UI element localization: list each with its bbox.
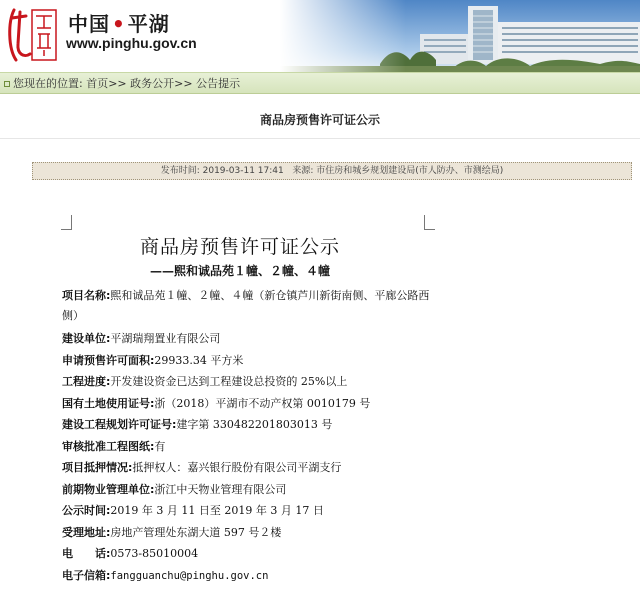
site-name-china: 中国 xyxy=(68,12,110,36)
site-name-separator: • xyxy=(112,12,126,36)
source-text: 市住房和城乡规划建设局(市人防办、市测绘局) xyxy=(316,166,504,176)
doc-corner-mark-left xyxy=(61,215,72,230)
field-mortgage: 项目抵押情况:抵押权人：嘉兴银行股份有限公司平湖支行 xyxy=(62,461,342,474)
field-email: 电子信箱:fangguanchu@pinghu.gov.cn xyxy=(62,568,269,582)
publish-time-label: 发布时间: xyxy=(160,166,200,176)
field-phone: 电 话:0573-85010004 xyxy=(62,547,199,560)
title-divider xyxy=(0,138,640,139)
breadcrumb-prefix: 您现在的位置: xyxy=(13,77,83,90)
site-name[interactable] xyxy=(68,8,170,37)
breadcrumb-separator: >> xyxy=(174,77,193,90)
field-developer: 建设单位:平湖瑞翔置业有限公司 xyxy=(62,332,221,345)
field-property-management: 前期物业管理单位:浙江中天物业管理有限公司 xyxy=(62,482,287,496)
breadcrumb-link-home[interactable]: 首页 xyxy=(86,77,109,90)
breadcrumb xyxy=(0,72,640,94)
page-title: 商品房预售许可证公示 xyxy=(259,113,380,127)
field-presale-area: 申请预售许可面积:29933.34 平方米 xyxy=(62,353,244,367)
site-name-pinghu: 平湖 xyxy=(127,12,170,36)
document-subtitle: ——熙和诚品苑１幢、２幢、４幢 xyxy=(149,264,330,278)
publish-time: 2019-03-11 17:41 xyxy=(202,166,284,176)
field-progress: 工程进度:开发建设资金已达到工程建设总投资的 25%以上 xyxy=(62,375,348,388)
doc-corner-mark-right xyxy=(424,215,435,230)
field-publicity-period: 公示时间:2019 年 3 月 11 日至 2019 年 3 月 17 日 xyxy=(62,504,324,517)
document-title: 商品房预售许可证公示 xyxy=(139,236,340,258)
breadcrumb-square-icon xyxy=(4,81,10,87)
article-meta xyxy=(32,162,632,180)
breadcrumb-separator: >> xyxy=(108,77,127,90)
field-address: 受理地址:房地产管理处东湖大道 597 号２楼 xyxy=(62,525,282,539)
email-link[interactable]: fangguanchu@pinghu.gov.cn xyxy=(110,569,269,582)
field-project-name: 项目名称:熙和诚品苑１幢、２幢、４幢（新仓镇芦川新街南侧、平廊公路西侧） xyxy=(62,289,430,322)
field-land-certificate: 国有土地使用证号:浙（2018）平湖市不动产权第 0010179 号 xyxy=(62,396,371,410)
site-url[interactable]: www.pinghu.gov.cn xyxy=(66,35,197,51)
source-label: 来源: xyxy=(292,166,314,176)
breadcrumb-link-gov-affairs[interactable]: 政务公开 xyxy=(130,77,175,90)
pinghu-seal-logo-icon[interactable] xyxy=(4,4,62,66)
document-fields xyxy=(62,286,434,587)
site-header xyxy=(0,0,640,72)
header-building-photo xyxy=(280,0,640,72)
breadcrumb-link-notices[interactable]: 公告提示 xyxy=(196,77,241,90)
field-approved-drawings: 审核批准工程图纸:有 xyxy=(62,439,166,453)
field-planning-permit: 建设工程规划许可证号:建字第 330482201803013 号 xyxy=(62,418,333,431)
